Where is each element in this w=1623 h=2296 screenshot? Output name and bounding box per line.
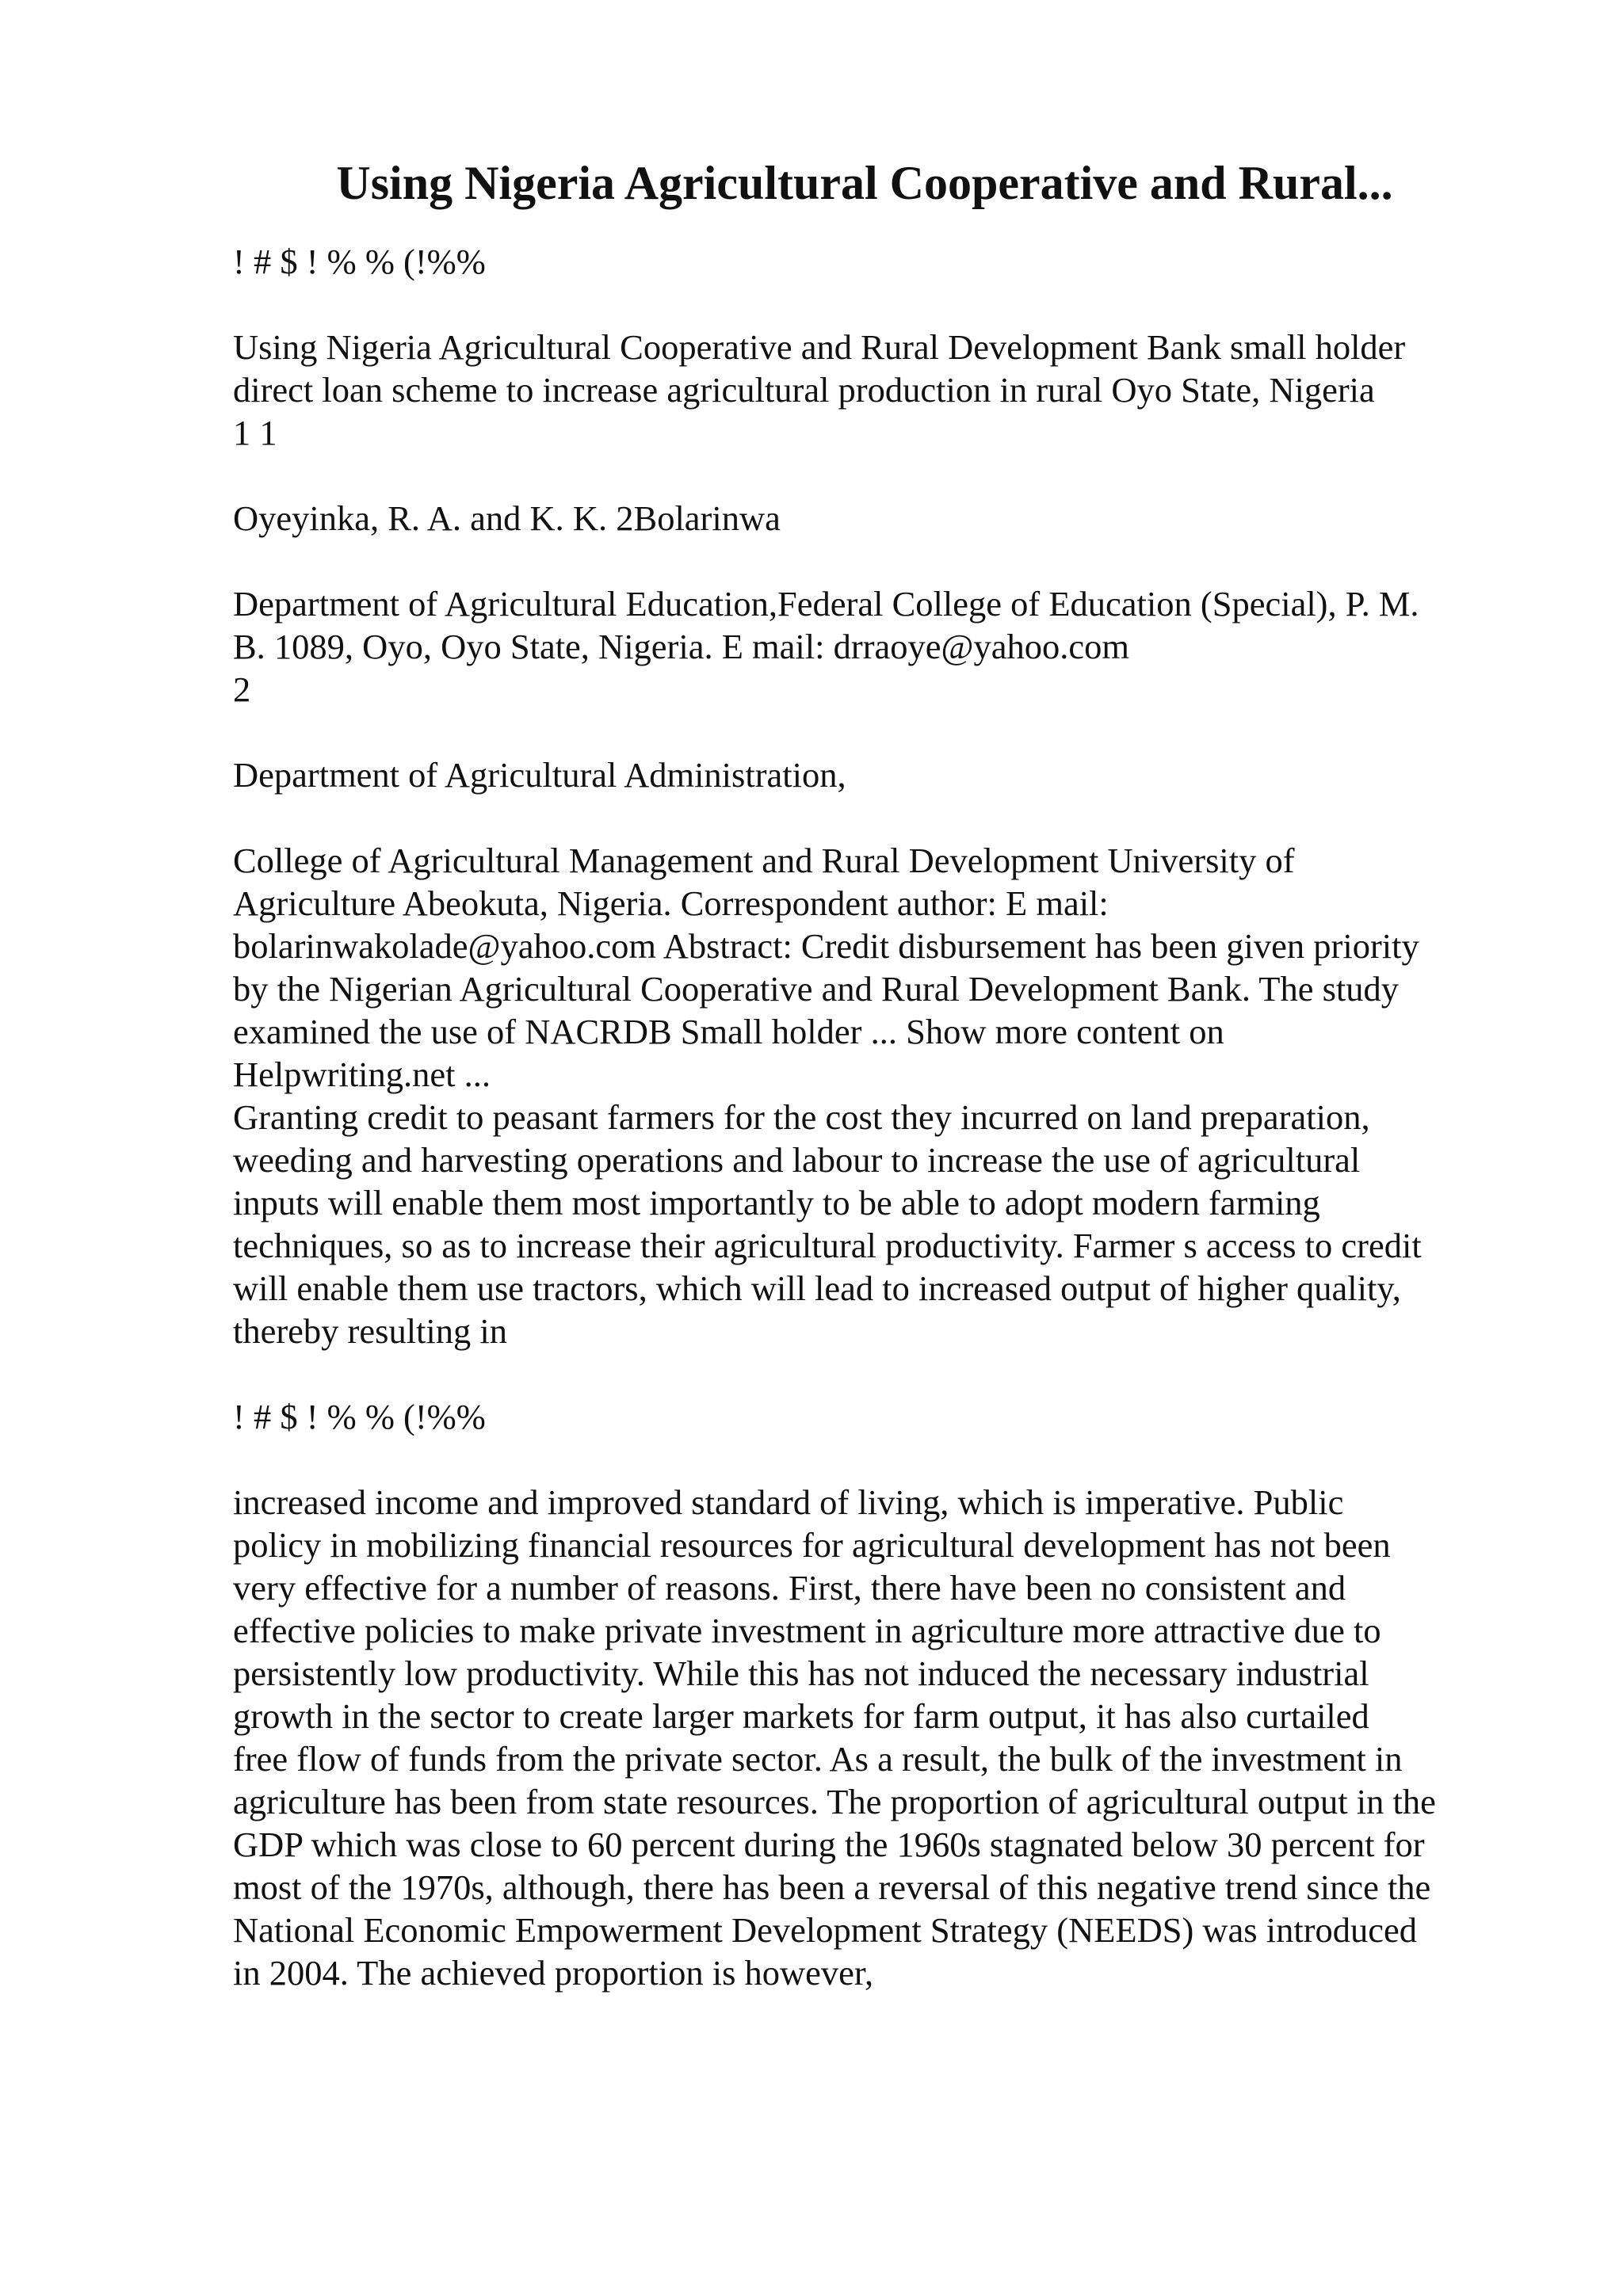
affiliation-line: B. 1089, Oyo, Oyo State, Nigeria. E mail: drraoye@yahoo.com	[233, 627, 1129, 666]
abstract-line: College of Agricultural Management and Rural Development University of	[233, 841, 1295, 880]
body-line: techniques, so as to increase their agricultural productivity. Farmer s access to credit	[233, 1226, 1422, 1265]
body-line: increased income and improved standard of living, which is imperative. Public	[233, 1482, 1344, 1522]
body-line: persistently low productivity. While this has not induced the necessary industrial	[233, 1653, 1369, 1693]
body-line: free flow of funds from the private sector. As a result, the bulk of the investment in	[233, 1739, 1403, 1779]
intro-line: direct loan scheme to increase agricultural production in rural Oyo State, Nigeria	[233, 370, 1375, 410]
abstract-line: bolarinwakolade@yahoo.com Abstract: Credit disbursement has been given priority	[233, 926, 1419, 966]
affiliation-2: Department of Agricultural Administration,	[233, 755, 846, 795]
body-line: inputs will enable them most importantly to be able to adopt modern farming	[233, 1183, 1320, 1222]
symbol-marker-top: ! # $ ! % % (!%%	[233, 242, 486, 281]
affiliation-line: 2	[233, 669, 251, 709]
affiliation-line: Department of Agricultural Education,Federal College of Education (Special), P. M.	[233, 584, 1419, 624]
body-line: National Economic Empowerment Development Strategy (NEEDS) was introduced	[233, 1910, 1418, 1950]
abstract-line: examined the use of NACRDB Small holder ... Show more content on	[233, 1012, 1224, 1051]
body-line: thereby resulting in	[233, 1311, 508, 1351]
body-line: agriculture has been from state resources. The proportion of agricultural output in the	[233, 1782, 1436, 1821]
body-line: Granting credit to peasant farmers for the cost they incurred on land preparation,	[233, 1097, 1370, 1137]
body-line: most of the 1970s, although, there has been a reversal of this negative trend since the	[233, 1867, 1431, 1907]
body-line: very effective for a number of reasons. First, there have been no consistent and	[233, 1568, 1346, 1608]
body-paragraph-2	[233, 1481, 1504, 1994]
body-line: policy in mobilizing financial resources for agricultural development has not been	[233, 1525, 1391, 1565]
body-line: in 2004. The achieved proportion is however,	[233, 1953, 874, 1993]
abstract-line: Agriculture Abeokuta, Nigeria. Correspondent author: E mail:	[233, 883, 1109, 923]
intro-line: 1 1	[233, 413, 277, 452]
abstract-line: Helpwriting.net ...	[233, 1055, 491, 1094]
symbol-marker-middle: ! # $ ! % % (!%%	[233, 1397, 486, 1436]
body-line: weeding and harvesting operations and labour to increase the use of agricultural	[233, 1140, 1361, 1180]
body-line: GDP which was close to 60 percent during the 1960s stagnated below 30 percent for	[233, 1825, 1425, 1864]
affiliation-1	[233, 582, 1504, 711]
body-paragraph-1	[233, 1096, 1504, 1352]
authors-line: Oyeyinka, R. A. and K. K. 2Bolarinwa	[233, 498, 781, 538]
document-title: Using Nigeria Agricultural Cooperative and Rural...	[336, 157, 1393, 209]
abstract-paragraph	[233, 839, 1504, 1096]
intro-line: Using Nigeria Agricultural Cooperative and Rural Development Bank small holder	[233, 327, 1406, 367]
body-line: effective policies to make private investment in agriculture more attractive due to	[233, 1611, 1381, 1650]
intro-paragraph	[233, 326, 1504, 454]
body-line: growth in the sector to create larger markets for farm output, it has also curtailed	[233, 1696, 1369, 1736]
abstract-line: by the Nigerian Agricultural Cooperative and Rural Development Bank. The study	[233, 969, 1400, 1009]
body-line: will enable them use tractors, which will lead to increased output of higher quality,	[233, 1268, 1401, 1308]
